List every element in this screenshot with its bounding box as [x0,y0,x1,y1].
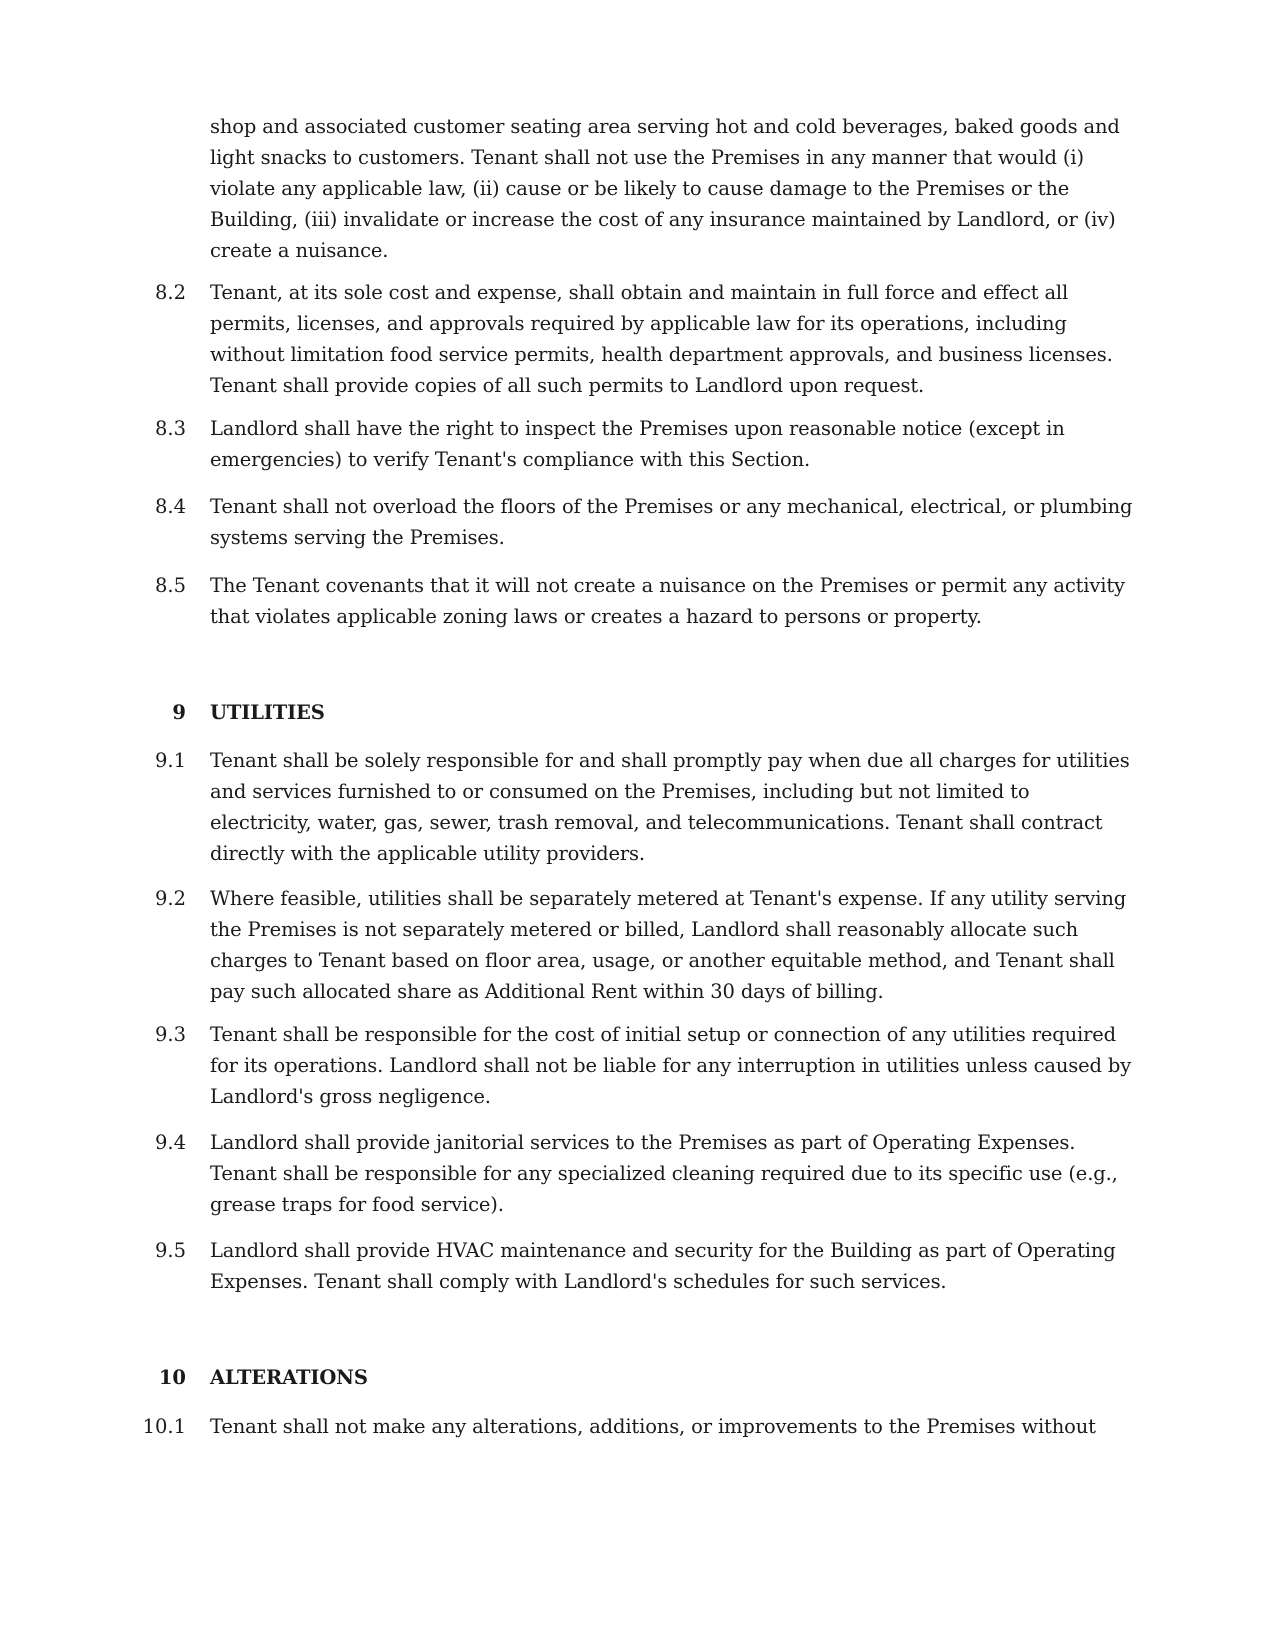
clause-text [210,277,1140,401]
clause-number: 8.4 [154,495,186,518]
clause-8-2 [140,277,1140,401]
clause-8-5 [140,570,1140,632]
clause-8-3 [140,413,1140,475]
clause-text [210,745,1140,869]
clause-text [210,883,1140,1007]
text-line: pay such allocated share as Additional Rent within 30 days of billing. [210,980,884,1003]
text-line: Tenant shall provide copies of all such permits to Landlord upon request. [210,374,925,397]
clause-text [210,491,1140,553]
clause-8-4 [140,491,1140,553]
clause-number: 8.2 [154,281,186,304]
text-line: Tenant shall be solely responsible for and shall promptly pay when due all charges for utilities [210,749,1130,772]
clause-9-1 [140,745,1140,869]
text-line: that violates applicable zoning laws or creates a hazard to persons or property. [210,605,982,628]
section-number: 9 [172,701,186,724]
text-line: grease traps for food service). [210,1193,504,1216]
paragraph-text [210,111,1140,266]
clause-number: 9.2 [154,887,186,910]
text-line: Tenant shall be responsible for any specialized cleaning required due to its specific use (e.g., [210,1162,1118,1185]
clause-number: 9.1 [154,749,186,772]
clause-9-2 [140,883,1140,1007]
text-line: emergencies) to verify Tenant's compliance with this Section. [210,448,811,471]
clause-9-5 [140,1235,1140,1297]
clause-9-3 [140,1019,1140,1112]
clause-10-1 [140,1411,1140,1442]
clause-text [210,570,1140,632]
clause-number: 8.3 [154,417,186,440]
text-line: Landlord shall provide HVAC maintenance and security for the Building as part of Operating [210,1239,1116,1262]
clause-number: 9.3 [154,1023,186,1046]
text-line: Landlord's gross negligence. [210,1085,491,1108]
text-line: Expenses. Tenant shall comply with Landlord's schedules for such services. [210,1270,947,1293]
clause-text [210,1235,1140,1297]
clause-text [210,1127,1140,1220]
text-line: charges to Tenant based on floor area, usage, or another equitable method, and Tenant shall [210,949,1115,972]
section-title: ALTERATIONS [210,1366,368,1389]
text-line: Tenant shall be responsible for the cost of initial setup or connection of any utilities required [210,1023,1116,1046]
text-line: Where feasible, utilities shall be separately metered at Tenant's expense. If any utility serving [210,887,1127,910]
text-line: without limitation food service permits, health department approvals, and business licenses. [210,343,1113,366]
text-line: Tenant shall not overload the floors of the Premises or any mechanical, electrical, or plumbing [210,495,1133,518]
clause-number: 8.5 [154,574,186,597]
text-line: and services furnished to or consumed on the Premises, including but not limited to [210,780,1030,803]
text-line: Building, (iii) invalidate or increase the cost of any insurance maintained by Landlord, or (iv) [210,208,1116,231]
text-line: Landlord shall have the right to inspect the Premises upon reasonable notice (except in [210,417,1065,440]
text-line: systems serving the Premises. [210,526,505,549]
clause-number: 10.1 [142,1415,186,1438]
clause-number: 9.5 [154,1239,186,1262]
text-line: for its operations. Landlord shall not be liable for any interruption in utilities unless caused by [210,1054,1132,1077]
continuation-paragraph [140,111,1140,266]
text-line: electricity, water, gas, sewer, trash removal, and telecommunications. Tenant shall contract [210,811,1103,834]
clause-text [210,1019,1140,1112]
section-number: 10 [158,1366,186,1389]
text-line: Tenant, at its sole cost and expense, shall obtain and maintain in full force and effect all [210,281,1069,304]
text-line: the Premises is not separately metered or billed, Landlord shall reasonably allocate such [210,918,1079,941]
text-line: violate any applicable law, (ii) cause or be likely to cause damage to the Premises or the [210,177,1070,200]
text-line: permits, licenses, and approvals required by applicable law for its operations, including [210,312,1067,335]
text-line: The Tenant covenants that it will not create a nuisance on the Premises or permit any activity [210,574,1125,597]
text-line: light snacks to customers. Tenant shall not use the Premises in any manner that would (i) [210,146,1084,169]
text-line: Tenant shall not make any alterations, additions, or improvements to the Premises without [210,1415,1096,1438]
clause-text [210,1411,1140,1442]
text-line: directly with the applicable utility providers. [210,842,645,865]
section-heading-alterations [140,1362,1140,1393]
section-title: UTILITIES [210,701,325,724]
clause-9-4 [140,1127,1140,1220]
text-line: create a nuisance. [210,239,389,262]
section-heading-utilities [140,697,1140,728]
clause-text [210,413,1140,475]
text-line: Landlord shall provide janitorial services to the Premises as part of Operating Expenses. [210,1131,1076,1154]
clause-number: 9.4 [154,1131,186,1154]
text-line: shop and associated customer seating area serving hot and cold beverages, baked goods and [210,115,1120,138]
